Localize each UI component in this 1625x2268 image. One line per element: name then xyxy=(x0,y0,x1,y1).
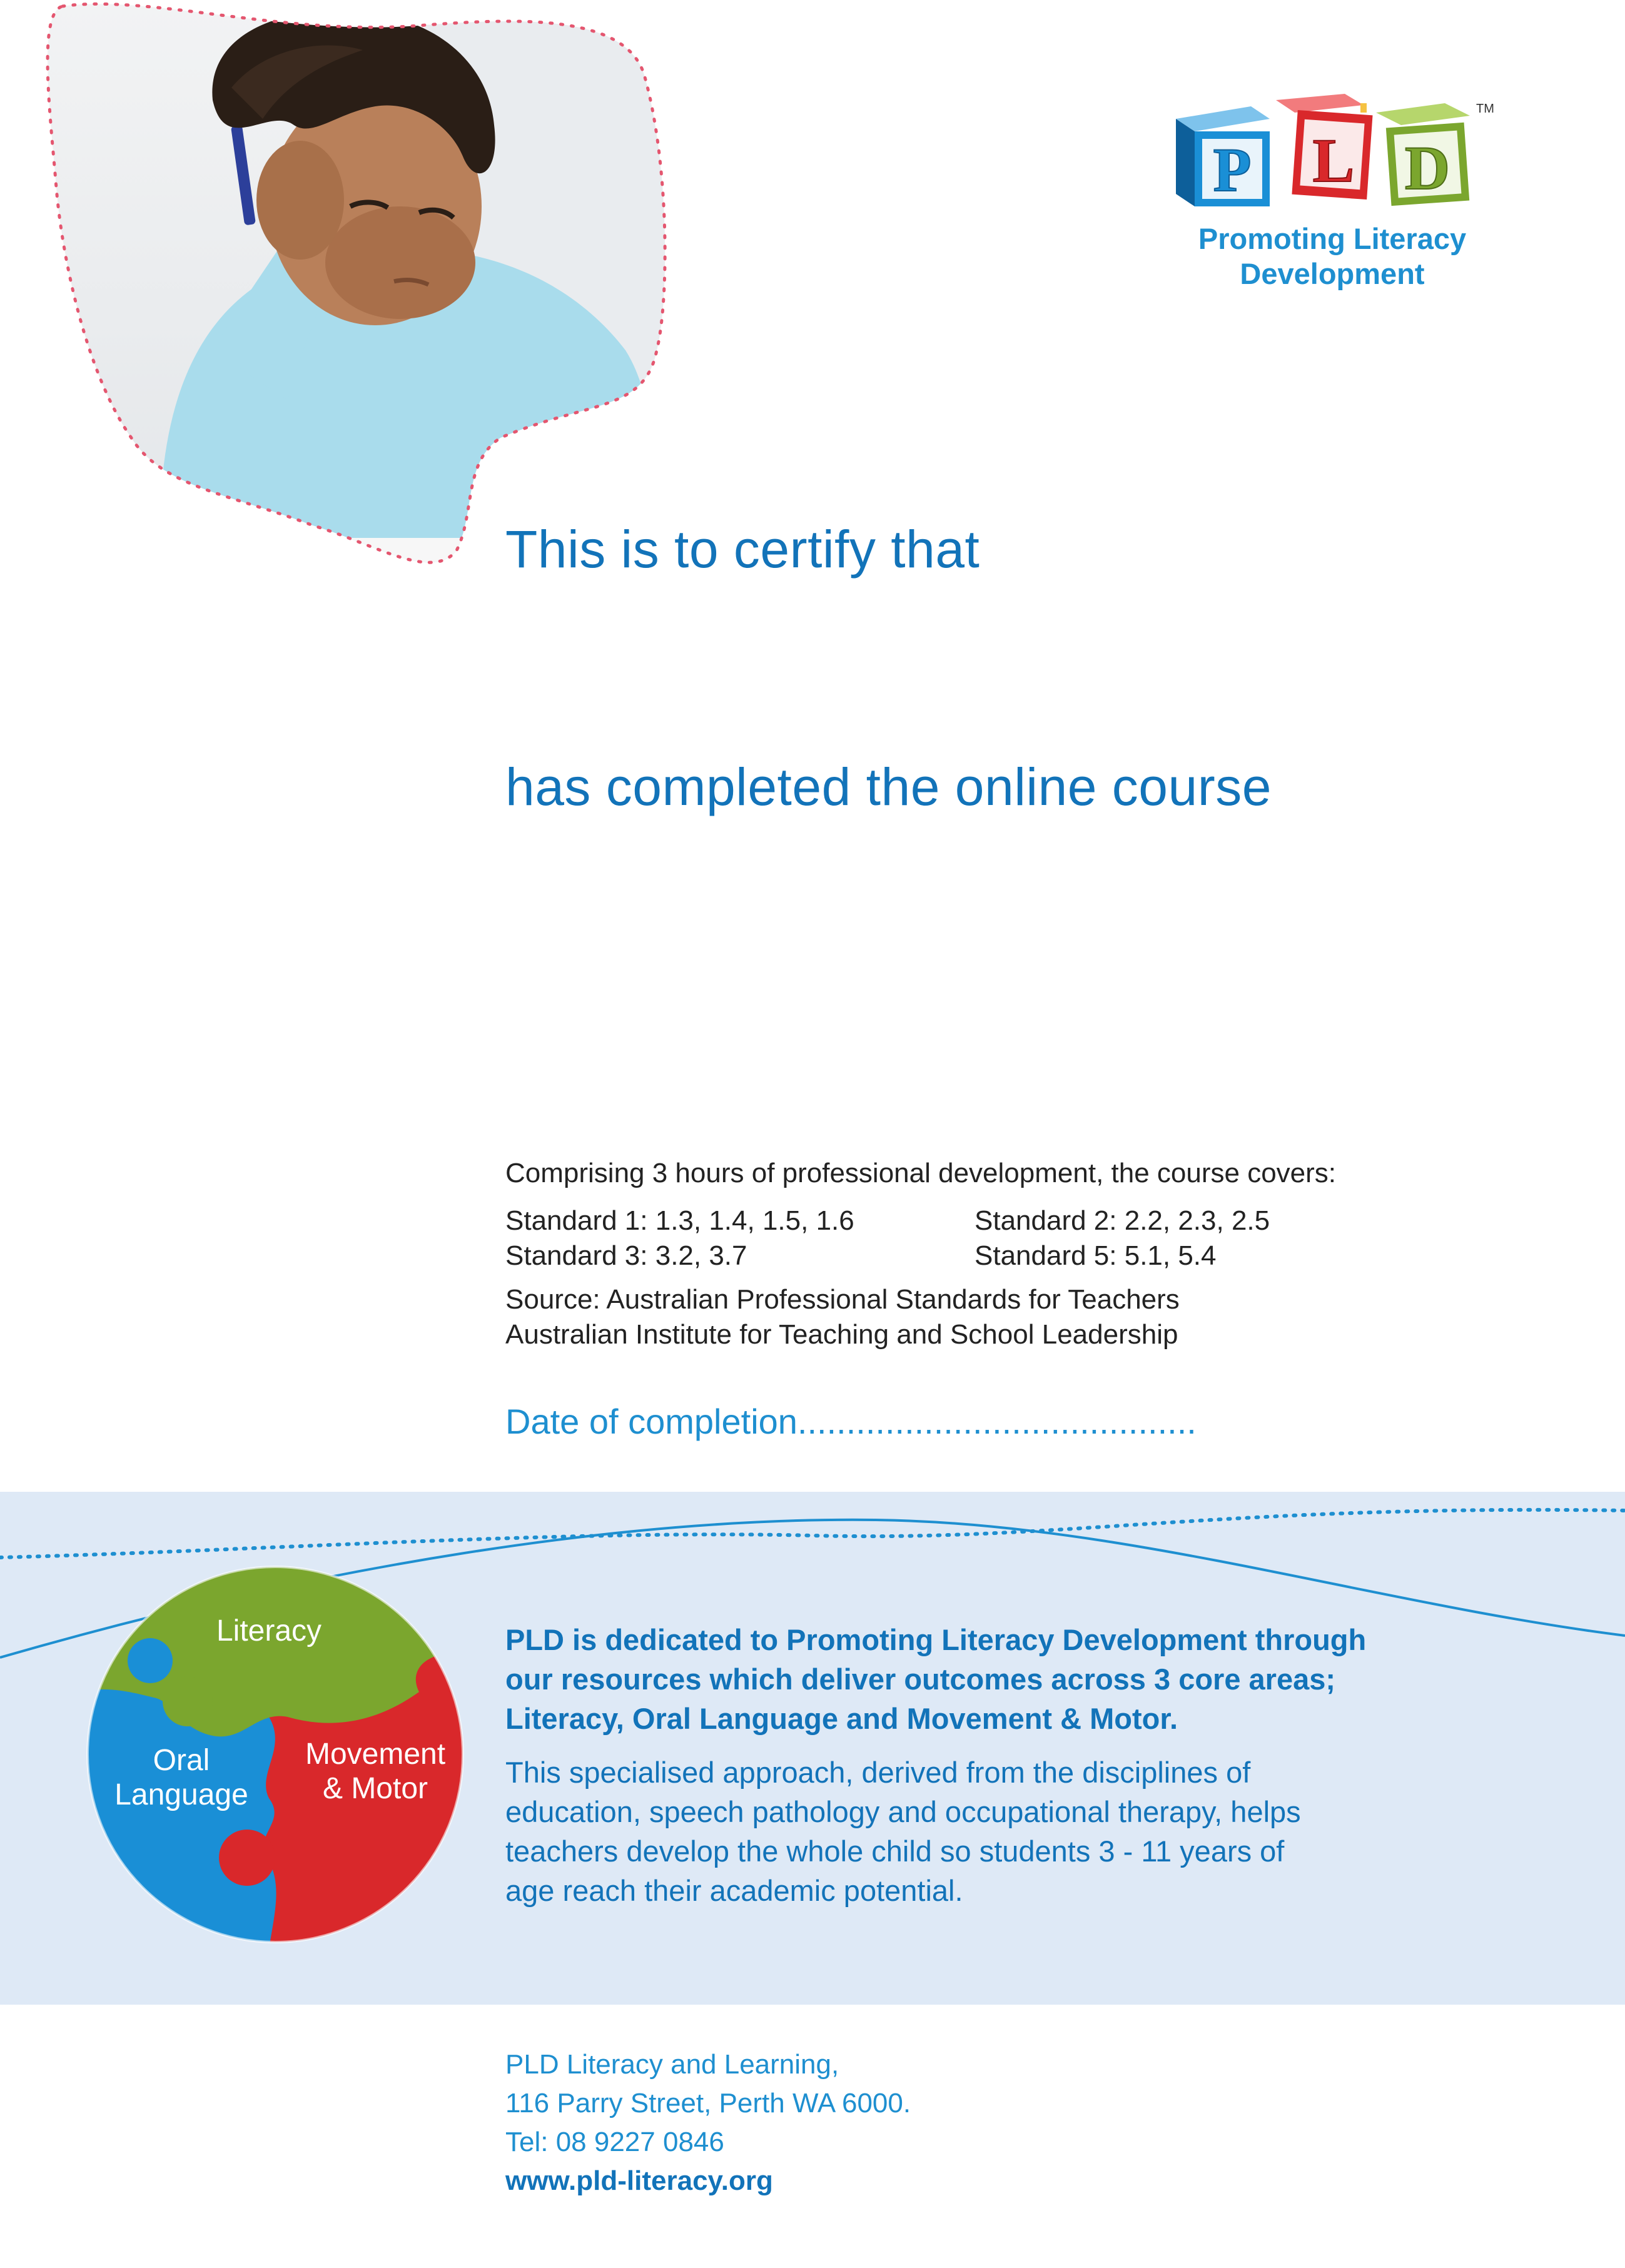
about-body-line: teachers develop the whole child so students 3 - 11 years of xyxy=(505,1835,1285,1868)
comprising-text: Comprising 3 hours of professional development, the course covers: xyxy=(505,1158,1337,1188)
puzzle-label-movement: Movement xyxy=(305,1738,446,1771)
about-body-line: This specialised approach, derived from the disciplines of xyxy=(505,1756,1251,1789)
logo-letter-l: L xyxy=(1312,126,1355,195)
child-photo xyxy=(25,0,676,582)
standard-item: Standard 1: 1.3, 1.4, 1.5, 1.6 xyxy=(505,1205,854,1236)
standard-item: Standard 5: 5.1, 5.4 xyxy=(974,1240,1217,1271)
puzzle-label-language: Language xyxy=(114,1778,248,1811)
logo-tagline-line2: Development xyxy=(1240,257,1425,290)
logo-letter-d: D xyxy=(1404,133,1450,203)
trademark-mark: TM xyxy=(1476,102,1494,116)
completed-heading: has completed the online course xyxy=(505,757,1272,816)
source-line1: Source: Australian Professional Standards for Teachers xyxy=(505,1284,1180,1315)
footer-org: PLD Literacy and Learning, xyxy=(505,2049,839,2080)
footer-website-link[interactable]: www.pld-literacy.org xyxy=(505,2165,773,2196)
footer-tel: Tel: 08 9227 0846 xyxy=(505,2127,724,2157)
about-bold-line: Literacy, Oral Language and Movement & Motor. xyxy=(505,1702,1178,1735)
logo-block-l xyxy=(1276,94,1373,200)
certify-heading: This is to certify that xyxy=(505,520,980,579)
about-bold-paragraph xyxy=(505,1620,1406,1738)
about-body-paragraph xyxy=(505,1753,1406,1910)
logo-tagline-line1: Promoting Literacy xyxy=(1198,222,1467,255)
puzzle-label-motor: & Motor xyxy=(322,1772,428,1805)
date-of-completion: Date of completion......................................... xyxy=(505,1402,1197,1441)
source-line2: Australian Institute for Teaching and School Leadership xyxy=(505,1319,1178,1350)
puzzle-label-literacy: Literacy xyxy=(216,1614,322,1648)
footer-address: 116 Parry Street, Perth WA 6000. xyxy=(505,2088,911,2119)
about-bold-line: our resources which deliver outcomes across 3 core areas; xyxy=(505,1663,1336,1696)
logo-letter-p: P xyxy=(1213,135,1252,205)
standard-item: Standard 3: 3.2, 3.7 xyxy=(505,1240,747,1271)
puzzle-label-oral: Oral xyxy=(153,1744,210,1777)
about-body-line: education, speech pathology and occupational therapy, helps xyxy=(505,1795,1301,1828)
logo-block-p xyxy=(1176,106,1270,206)
logo-block-d xyxy=(1376,103,1470,206)
about-bold-line: PLD is dedicated to Promoting Literacy Development through xyxy=(505,1623,1367,1656)
puzzle-circle-graphic xyxy=(81,1561,469,1948)
about-body-line: age reach their academic potential. xyxy=(505,1874,963,1907)
standard-item: Standard 2: 2.2, 2.3, 2.5 xyxy=(974,1205,1270,1236)
